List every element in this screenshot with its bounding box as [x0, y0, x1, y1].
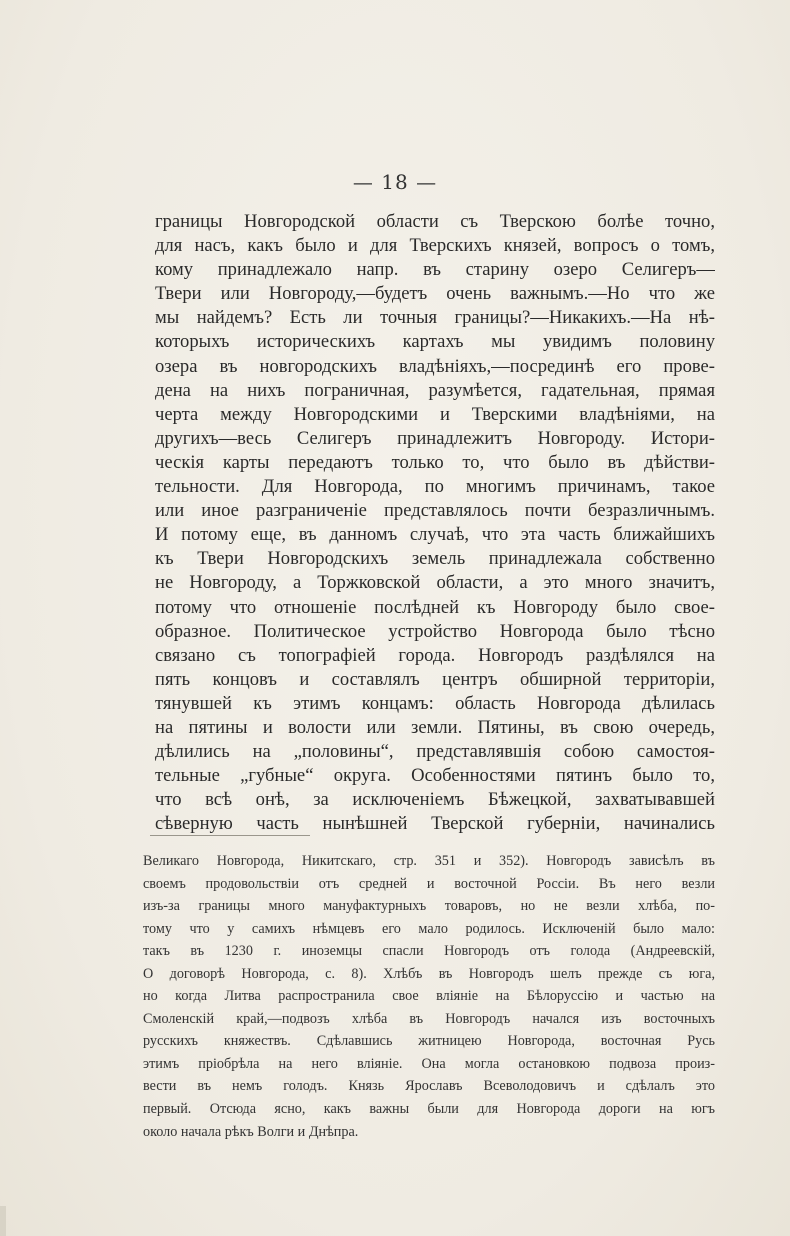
- footnote: [143, 850, 715, 1143]
- text-line: не Новгороду, а Торжковской области, а это много значитъ,: [155, 572, 715, 594]
- text-line: дѣлились на „половины“, представлявшія собою самостоя-: [155, 741, 715, 763]
- main-text: [155, 210, 715, 836]
- text-line: тянувшей къ этимъ концамъ: область Новгорода дѣлилась: [155, 692, 715, 714]
- footnote-line: вести въ немъ голодъ. Князь Ярославъ Всеволодовичъ и сдѣлалъ это: [143, 1078, 715, 1095]
- footnote-line: этимъ пріобрѣла на него вліяніе. Она могла остановкою подвоза произ-: [143, 1055, 715, 1072]
- text-line: потому что отношеніе послѣдней къ Новгороду было свое-: [155, 596, 715, 618]
- text-line: озера въ новгородскихъ владѣніяхъ,—посрединѣ его прове-: [155, 355, 715, 377]
- footnote-line: такъ въ 1230 г. иноземцы спасли Новгородъ отъ голода (Андреевскій,: [143, 943, 715, 960]
- text-line: связано съ топографіей города. Новгородъ раздѣлялся на: [155, 644, 715, 666]
- text-line: для насъ, какъ было и для Тверскихъ князей, вопросъ о томъ,: [155, 235, 715, 257]
- footnote-line: изъ-за границы много мануфактурныхъ товаровъ, но не везли хлѣба, по-: [143, 898, 715, 915]
- footnote-line: Великаго Новгорода, Никитскаго, стр. 351 и 352). Новгородъ зависѣлъ въ: [143, 853, 715, 869]
- page-number: — 18 —: [352, 170, 438, 194]
- footnote-line: своемъ продовольствіи отъ средней и восточной Россіи. Въ него везли: [143, 875, 715, 892]
- footnote-line: Смоленскій край,—подвозъ хлѣба въ Новгородъ начался изъ восточныхъ: [143, 1010, 715, 1027]
- text-line: пять концовъ и составлялъ центръ обширной территоріи,: [155, 668, 715, 690]
- text-line: другихъ—весь Селигеръ принадлежитъ Новгороду. Истори-: [155, 427, 715, 449]
- text-line: границы Новгородской области съ Тверскою болѣе точно,: [155, 211, 715, 232]
- text-line: которыхъ историческихъ картахъ мы увидимъ половину: [155, 331, 715, 353]
- text-line: образное. Политическое устройство Новгорода было тѣсно: [155, 620, 715, 642]
- text-line: кому принадлежало напр. въ старину озеро Селигеръ—: [155, 259, 715, 281]
- text-line: тельности. Для Новгорода, по многимъ причинамъ, такое: [155, 476, 715, 498]
- footnote-line: русскихъ княжествъ. Сдѣлавшись житницею Новгорода, восточная Русь: [143, 1033, 715, 1050]
- text-line: Твери или Новгороду,—будетъ очень важнымъ.—Но что же: [155, 283, 715, 305]
- text-line: И потому еще, въ данномъ случаѣ, что эта часть ближайшихъ: [155, 524, 715, 546]
- text-line: или иное разграниченіе представлялось почти безразличнымъ.: [155, 500, 715, 522]
- text-line: мы найдемъ? Есть ли точныя границы?—Никакихъ.—На нѣ-: [155, 307, 715, 329]
- footnote-line: около начала рѣкъ Волги и Днѣпра.: [143, 1123, 359, 1140]
- text-line: къ Твери Новгородскихъ земель принадлежала собственно: [155, 548, 715, 570]
- footnote-line: О договорѣ Новгорода, с. 8). Хлѣбъ въ Новгородъ шелъ прежде съ юга,: [143, 965, 715, 982]
- text-line: на пятины и волости или земли. Пятины, въ свою очередь,: [155, 716, 715, 738]
- footnote-line: первый. Отсюда ясно, какъ важны были для Новгорода дороги на югъ: [143, 1101, 715, 1118]
- page-edge-shadow: [0, 1206, 6, 1236]
- footnote-line: но когда Литва распространила свое вліяніе на Бѣлоруссію и частью на: [143, 988, 715, 1005]
- footnote-divider: [150, 835, 310, 836]
- footnote-line: тому что у самихъ нѣмцевъ его мало родилось. Исключеній было мало:: [143, 920, 715, 937]
- text-line: сѣверную часть нынѣшней Тверской губерніи, начинались: [155, 813, 715, 835]
- text-line: что всѣ онѣ, за исключеніемъ Бѣжецкой, захватывавшей: [155, 789, 715, 811]
- text-line: ческія карты передаютъ только то, что было въ дѣйстви-: [155, 451, 715, 473]
- text-line: черта между Новгородскими и Тверскими владѣніями, на: [155, 403, 715, 425]
- text-line: дена на нихъ пограничная, разумѣется, гадательная, прямая: [155, 379, 715, 401]
- text-line: тельные „губные“ округа. Особенностями пятинъ было то,: [155, 765, 715, 787]
